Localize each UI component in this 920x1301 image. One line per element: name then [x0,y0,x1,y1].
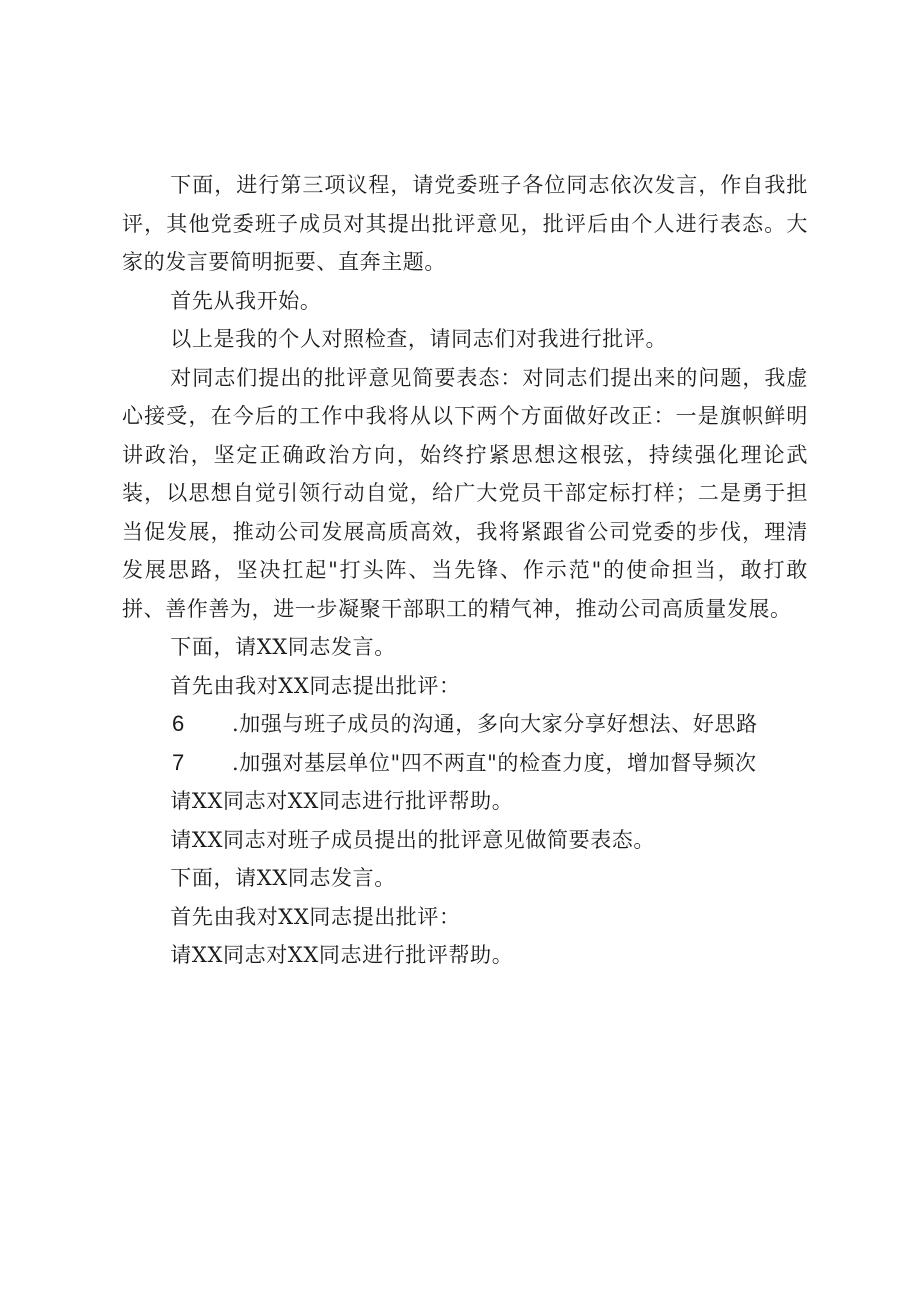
paragraph-self-check: 以上是我的个人对照检查，请同志们对我进行批评。 [170,327,668,351]
paragraph-agenda: 下面，进行第三项议程，请党委班子各位同志依次发言，作自我批评，其他党委班子成员对其提出批评意见，批评后由个人进行表态。大家的发言要简明扼要、直奔主题。 [122,173,808,274]
document-body [122,166,808,975]
paragraph-closing: 下面，请XX同志发言。 [170,866,396,890]
paragraph-start: 首先从我开始。 [170,288,322,313]
paragraph-response: 对同志们提出的批评意见简要表态：对同志们提出来的问题，我虚心接受，在今后的工作中我将从以下两个方面做好改正：一是旗帜鲜明讲政治，坚定正确政治方向，始终拧紧思想这根弦，持续强化理论武装，以思想自觉引领行动自觉，给广大党员干部定标打样；二是勇于担当促发展，推动公司发展高质高效，我将紧跟省公司党委的步伐，理清发展思路，坚决扛起"打头阵、当先锋、作示范"的使命担当，敢打敢拼、善作善为，进一步凝聚干部职工的精气神，推动公司高质量发展。 [122,365,808,621]
numbered-item [122,705,808,744]
paragraph-closing: 请XX同志对班子成员提出的批评意见做简要表态。 [170,827,655,852]
paragraph-closing: 首先由我对XX同志提出批评： [170,904,461,929]
item-number: 7 [172,749,185,775]
item-text: .加强对基层单位"四不两直"的检查力度，增加督导频次 [232,750,757,775]
paragraph-closing: 请XX同志对XX同志进行批评帮助。 [170,789,514,813]
item-text: .加强与班子成员的沟通，多向大家分享好想法、好思路 [232,712,758,736]
numbered-item [122,744,808,783]
paragraph-criticism-intro: 首先由我对XX同志提出批评： [170,673,461,698]
paragraph-next-speaker: 下面，请XX同志发言。 [170,635,396,659]
paragraph-closing: 请XX同志对XX同志进行批评帮助。 [170,943,514,967]
item-number: 6 [172,711,185,736]
